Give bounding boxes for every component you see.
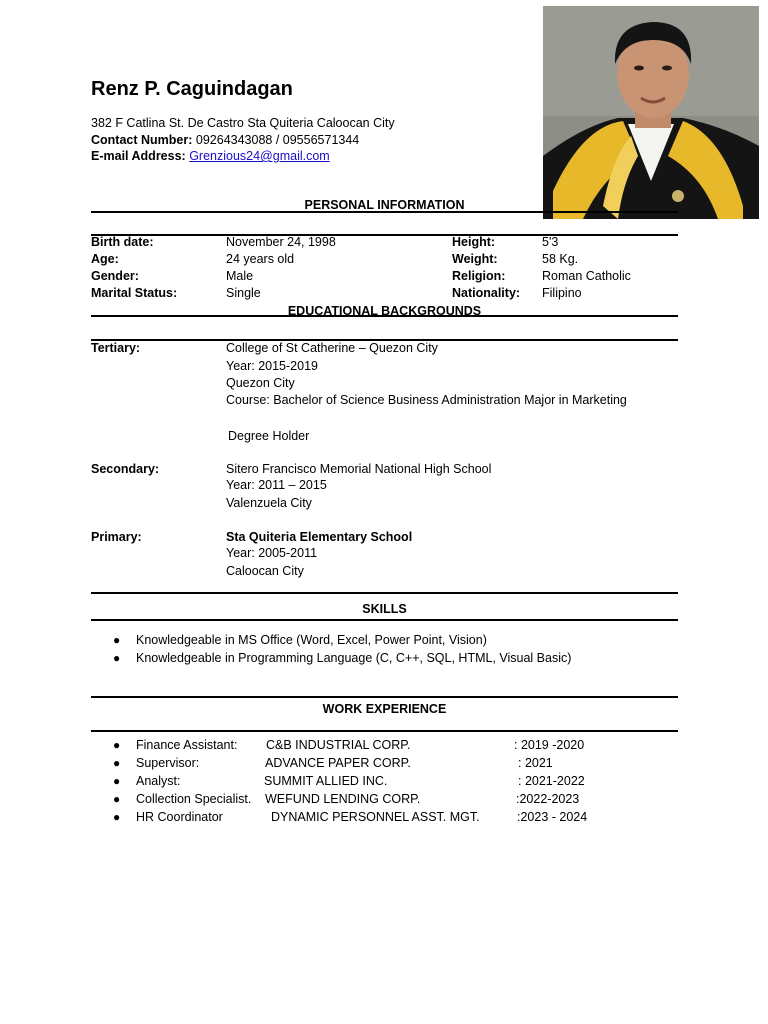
height-label: Height: — [452, 235, 496, 249]
primary-school: Sta Quiteria Elementary School — [226, 530, 413, 544]
tertiary-course: Course: Bachelor of Science Business Administration Major in Marketing — [226, 393, 627, 407]
skills-title: SKILLS — [362, 602, 407, 616]
bullet-icon: ● — [113, 774, 121, 788]
skill-item: Knowledgeable in Programming Language (C, C++, SQL, HTML, Visual Basic) — [136, 651, 572, 665]
personal-info-title: PERSONAL INFORMATION — [304, 198, 465, 212]
contact-line — [91, 133, 359, 147]
applicant-name: Renz P. Caguindagan — [91, 78, 293, 100]
nationality-value: Filipino — [542, 286, 582, 300]
education-title: EDUCATIONAL BACKGROUNDS — [287, 304, 482, 315]
bullet-icon: ● — [113, 651, 121, 665]
graduation-portrait-image — [543, 6, 759, 219]
email-line — [91, 149, 330, 163]
divider — [91, 211, 678, 213]
work-years: :2023 - 2024 — [517, 810, 588, 824]
secondary-label: Secondary: — [91, 462, 160, 476]
work-company: SUMMIT ALLIED INC. — [264, 774, 388, 788]
religion-label: Religion: — [452, 269, 506, 283]
primary-city: Caloocan City — [226, 564, 304, 578]
work-years: :2022-2023 — [516, 792, 580, 806]
weight-label: Weight: — [452, 252, 498, 266]
work-position: Analyst: — [136, 774, 181, 788]
bullet-icon: ● — [113, 792, 121, 806]
work-company: ADVANCE PAPER CORP. — [265, 756, 411, 770]
work-years: : 2021-2022 — [518, 774, 585, 788]
religion-value: Roman Catholic — [542, 269, 631, 283]
work-position: HR Coordinator — [136, 810, 223, 824]
work-experience-title: WORK EXPERIENCE — [322, 702, 447, 716]
gender-label: Gender: — [91, 269, 139, 283]
secondary-school: Sitero Francisco Memorial National High School — [226, 462, 492, 476]
secondary-year: Year: 2011 – 2015 — [226, 478, 327, 492]
tertiary-year: Year: 2015-2019 — [226, 359, 318, 373]
work-years: : 2019 -2020 — [514, 738, 585, 752]
address: 382 F Catlina St. De Castro Sta Quiteria Caloocan City — [91, 116, 395, 130]
work-position: Supervisor: — [136, 756, 200, 770]
divider — [91, 619, 678, 621]
nationality-label: Nationality: — [452, 286, 521, 300]
work-company: C&B INDUSTRIAL CORP. — [266, 738, 411, 752]
divider — [91, 696, 678, 698]
work-position: Collection Specialist. — [136, 792, 252, 806]
secondary-city: Valenzuela City — [226, 496, 312, 510]
bullet-icon: ● — [113, 633, 121, 647]
marital-status-label: Marital Status: — [91, 286, 178, 300]
tertiary-city: Quezon City — [226, 376, 295, 390]
height-value: 5'3 — [542, 235, 559, 249]
bullet-icon: ● — [113, 738, 121, 752]
divider — [91, 315, 678, 317]
tertiary-school: College of St Catherine – Quezon City — [226, 341, 438, 355]
profile-photo — [543, 6, 759, 219]
work-position: Finance Assistant: — [136, 738, 238, 752]
tertiary-degree: Degree Holder — [228, 429, 310, 443]
divider — [91, 234, 678, 236]
work-company: DYNAMIC PERSONNEL ASST. MGT. — [271, 810, 480, 824]
birth-date-value: November 24, 1998 — [226, 235, 336, 249]
age-label: Age: — [91, 252, 119, 266]
primary-year: Year: 2005-2011 — [226, 546, 318, 560]
skill-item: Knowledgeable in MS Office (Word, Excel, Power Point, Vision) — [136, 633, 487, 647]
contact-value: 09264343088 / 09556571344 — [195, 133, 360, 147]
divider — [91, 730, 678, 732]
marital-status-value: Single — [226, 286, 261, 300]
bullet-icon: ● — [113, 810, 121, 824]
weight-value: 58 Kg. — [542, 252, 579, 266]
contact-label: Contact Number: — [91, 133, 193, 147]
gender-value: Male — [226, 269, 254, 283]
work-company: WEFUND LENDING CORP. — [265, 792, 421, 806]
bullet-icon: ● — [113, 756, 121, 770]
email-link[interactable]: Grenzious24@gmail.com — [189, 149, 330, 163]
birth-date-label: Birth date: — [91, 235, 154, 249]
email-label: E-mail Address: — [91, 149, 186, 163]
primary-label: Primary: — [91, 530, 142, 544]
age-value: 24 years old — [226, 252, 295, 266]
divider — [91, 592, 678, 594]
tertiary-label: Tertiary: — [91, 341, 141, 355]
work-years: : 2021 — [518, 756, 553, 770]
